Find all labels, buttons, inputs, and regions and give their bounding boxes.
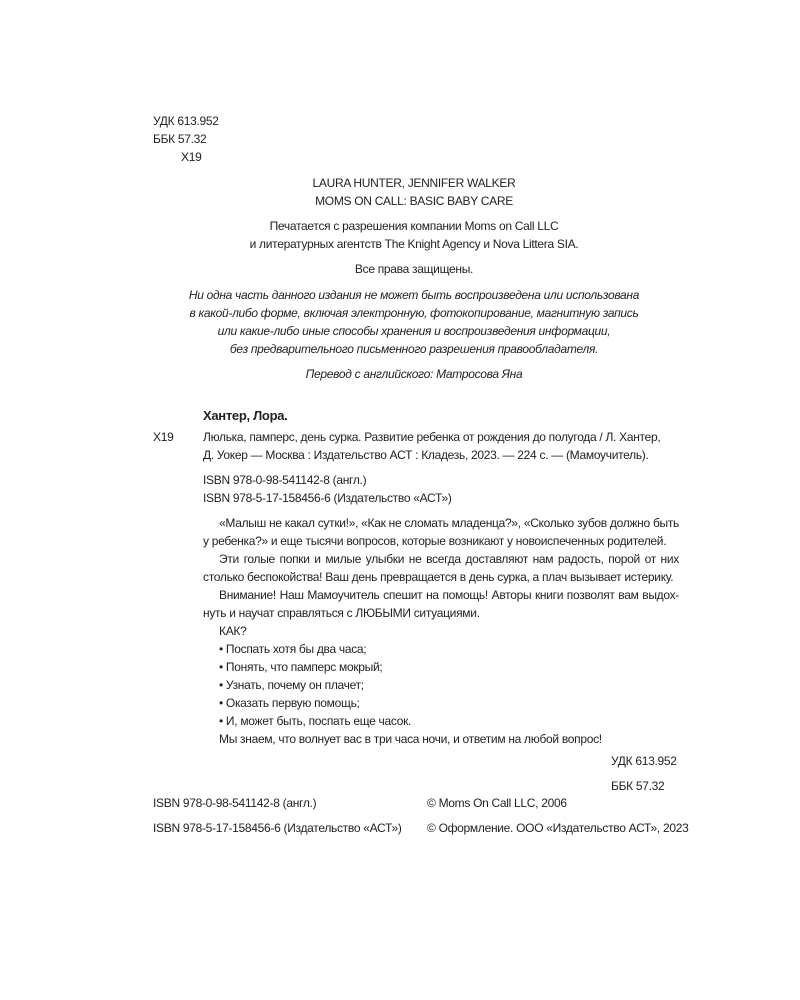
list-item: • Оказать первую помощь;	[219, 696, 360, 710]
bottom-isbn-2: ISBN 978-5-17-158456-6 (Издательство «АСТ»)	[153, 821, 402, 835]
list-item: • Узнать, почему он плачет;	[219, 678, 364, 692]
list-item: • Поспать хотя бы два часа;	[219, 642, 367, 656]
list-item: • Понять, что памперс мокрый;	[219, 660, 383, 674]
bottom-isbn-1: ISBN 978-0-98-541142-8 (англ.)	[153, 796, 317, 810]
bbk-code: ББК 57.32	[153, 132, 207, 146]
copyright-notice-line-3: или какие-либо иные способы хранения и воспроизведения информации,	[217, 324, 611, 338]
permission-line-1: Печатается с разрешения компании Moms on Call LLC	[269, 219, 559, 233]
biblio-isbn-2: ISBN 978-5-17-158456-6 (Издательство «АСТ»)	[203, 491, 452, 505]
permission-line-2: и литературных агентств The Knight Agency и Nova Littera SIA.	[249, 237, 579, 251]
biblio-isbn-1: ISBN 978-0-98-541142-8 (англ.)	[203, 473, 367, 487]
annotation	[203, 514, 679, 748]
bottom-copyright-2: © Оформление. ООО «Издательство АСТ», 2023	[427, 821, 689, 835]
author-mark: Х19	[181, 150, 202, 164]
translation-credit: Перевод с английского: Матросова Яна	[305, 367, 523, 381]
rights-reserved: Все права защищены.	[354, 262, 474, 276]
udk-right: УДК 613.952	[611, 754, 677, 768]
copyright-notice-line-2: в какой-либо форме, включая электронную, фотокопирование, магнитную запись	[189, 306, 639, 320]
bottom-copyright-1: © Moms On Call LLC, 2006	[427, 796, 567, 810]
annotation-paragraph-1: «Малыш не какал сутки!», «Как не сломать младенца?», «Сколько зубов должно быть у ребенка?» и еще тысячи вопросов, которые возникают у новоиспеченных родителей.	[203, 516, 679, 548]
biblio-author: Хантер, Лора.	[203, 408, 288, 423]
bbk-right: ББК 57.32	[611, 779, 665, 793]
original-title: MOMS ON CALL: BASIC BABY CARE	[315, 194, 513, 208]
original-authors: LAURA HUNTER, JENNIFER WALKER	[312, 176, 516, 190]
copyright-notice-line-4: без предварительного письменного разрешения правообладателя.	[229, 342, 599, 356]
list-item: • И, может быть, поспать еще часок.	[219, 714, 412, 728]
biblio-description-2: Д. Уокер — Москва : Издательство АСТ : Кладезь, 2023. — 224 с. — (Мамоучитель).	[203, 448, 649, 462]
annotation-final: Мы знаем, что волнует вас в три часа ночи, и ответим на любой вопрос!	[219, 732, 602, 746]
biblio-code: Х19	[153, 430, 174, 444]
annotation-how: КАК?	[219, 624, 247, 638]
copyright-notice-line-1: Ни одна часть данного издания не может быть воспроизведена или использована	[188, 288, 640, 302]
annotation-paragraph-2: Эти голые попки и милые улыбки не всегда доставляют нам радость, порой от них столько беспокойства! Ваш день превращается в день сурка, а плач вызывает истерику.	[203, 552, 679, 584]
annotation-paragraph-3: Внимание! Наш Мамоучитель спешит на помощь! Авторы книги позволят вам выдох-нуть и научат справляться с ЛЮБЫМИ ситуациями.	[203, 588, 679, 620]
biblio-description-1: Люлька, памперс, день сурка. Развитие ребенка от рождения до полугода / Л. Хантер,	[203, 430, 661, 444]
udk-code: УДК 613.952	[153, 114, 219, 128]
